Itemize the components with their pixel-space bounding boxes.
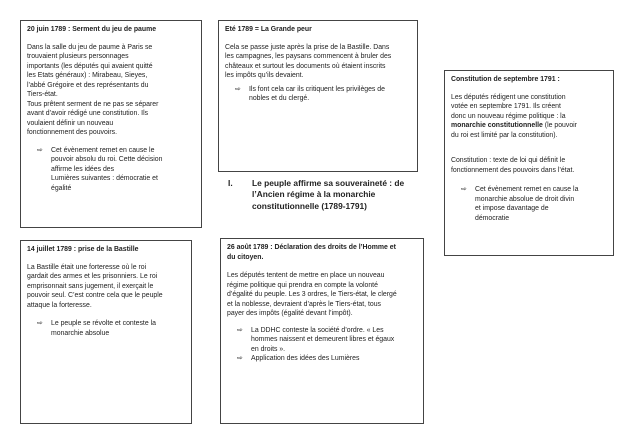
bullet-item — [461, 185, 607, 223]
bullet-line: monarchie absolue de droit divin — [475, 195, 575, 203]
bullet-line: Lumières suivantes : démocratie et — [51, 175, 158, 183]
text-line: régime politique qui prendra en compte la volonté — [227, 281, 378, 289]
text-line: et la noblesse, devraient d’après le Tiers-état, tous — [227, 300, 381, 308]
text-line: importants (les députés qui avaient quitté — [27, 62, 153, 70]
bullet-item — [235, 85, 411, 104]
card-heading — [227, 243, 417, 262]
card-heading: 14 juillet 1789 : prise de la Bastille — [27, 246, 139, 253]
bullet-line: et impose davantage de — [475, 205, 549, 213]
section-title — [228, 178, 436, 212]
text-line: Les députés rédigent une constitution — [451, 93, 566, 101]
text-line: les Etats généraux) : Mirabeau, Sieyes, — [27, 72, 148, 80]
text-line: Les députés tentent de mettre en place un nouveau — [227, 272, 385, 280]
text-line: donc un nouveau régime politique : la — [451, 112, 566, 120]
card-heading: Eté 1789 = La Grande peur — [225, 26, 312, 33]
text-line: l’abbé Grégoire et des représentants du — [27, 81, 149, 89]
card-grande-peur — [218, 20, 418, 172]
bullet-line: affirme les idées des — [51, 165, 115, 173]
bullet-line: démocratie — [475, 214, 510, 222]
bullet-line: en droits ». — [251, 345, 286, 353]
card-heading: Constitution de septembre 1791 : — [451, 76, 560, 83]
text-line: gardait des armes et les prisonniers. Le roi — [27, 273, 158, 281]
text-line: La Bastille était une forteresse où le roi — [27, 263, 147, 271]
text-line: voulaient définir un nouveau — [27, 119, 114, 127]
title-line: l’Ancien régime à la monarchie — [252, 189, 376, 200]
arrow-right-icon: ⇨ — [461, 186, 467, 194]
arrow-right-icon: ⇨ — [37, 320, 43, 328]
bullet-line: Application des idées des Lumières — [251, 355, 360, 363]
arrow-right-icon: ⇨ — [235, 85, 241, 93]
bold-term: monarchie constitutionnelle — [451, 122, 543, 130]
section-numeral: I. — [228, 178, 233, 188]
text-line: attaque la forteresse. — [27, 301, 92, 309]
card-prise-bastille — [20, 240, 192, 424]
text-line: emprisonnait sans jugement, il exerçait le — [27, 282, 154, 290]
card-heading: 20 juin 1789 : Serment du jeu de paume — [27, 26, 157, 33]
bullet-line: La DDHC conteste la société d’ordre. « Les — [251, 326, 384, 334]
heading-line: du citoyen. — [227, 253, 264, 261]
card-ddhc — [220, 238, 424, 424]
heading-line: 26 août 1789 : Déclaration des droits de l’Homme et — [227, 244, 396, 251]
bullet-line: hommes naissent et demeurent libres et égaux — [251, 336, 395, 344]
text-line: les campagnes, les paysans commencent à bruler des — [225, 53, 392, 61]
text-line: Dans la salle du jeu de paume à Paris se — [27, 43, 153, 51]
text-line: fonctionnement des pouvoirs. — [27, 129, 118, 137]
bullet-item — [237, 354, 417, 364]
text-line: Tiers-état. — [27, 91, 58, 99]
text-line: les impôts qu’ils devaient. — [225, 72, 304, 80]
bullet-line: Le peuple se révolte et conteste la — [51, 320, 156, 328]
text-line — [451, 121, 607, 131]
bullet-line: Cet évènement remet en cause le — [51, 146, 155, 154]
bullet-line: Cet évènement remet en cause la — [475, 186, 579, 194]
arrow-right-icon: ⇨ — [237, 326, 243, 334]
text-fragment: (le pouvoir — [542, 122, 577, 130]
text-line: votée en septembre 1791. Ils créent — [451, 103, 561, 111]
bullet-item — [37, 146, 195, 194]
text-line: Cela se passe juste après la prise de la Bastille. Dans — [225, 43, 390, 51]
bullet-line: égalité — [51, 184, 72, 192]
text-line: du roi est limité par la constitution). — [451, 131, 558, 139]
arrow-right-icon: ⇨ — [37, 146, 43, 154]
card-serment-jeu-de-paume — [20, 20, 202, 228]
text-line: châteaux et surtout les documents où étaient inscrits — [225, 62, 386, 70]
title-line: Le peuple affirme sa souveraineté : de — [252, 178, 405, 188]
text-line: pouvoir seul. C’est contre cela que le peuple — [27, 292, 163, 300]
title-line: constitutionnelle (1789-1791) — [252, 200, 367, 211]
bullet-line: monarchie absolue — [51, 329, 110, 337]
bullet-item — [237, 326, 417, 355]
card-constitution-1791 — [444, 70, 614, 256]
bullet-item — [37, 319, 185, 338]
text-line: trouvaient plusieurs personnages — [27, 53, 129, 61]
bullet-line: pouvoir absolu du roi. Cette décision — [51, 156, 163, 164]
text-line: Tous prêtent serment de ne pas se séparer — [27, 100, 159, 108]
bullet-line: Ils font cela car ils critiquent les privilèges de — [249, 85, 385, 93]
text-line: d’égalité du peuple. Les 3 ordres, le Tiers-état, le clergé — [227, 291, 397, 299]
text-line: avant d’avoir rédigé une constitution. Ils — [27, 110, 149, 118]
text-line: payer des impôts (égalité devant l’impôt). — [227, 310, 353, 318]
definition-line: fonctionnement des pouvoirs dans l’état. — [451, 166, 575, 174]
arrow-right-icon: ⇨ — [237, 355, 243, 363]
definition-line: Constitution : texte de loi qui définit le — [451, 157, 566, 165]
bullet-line: nobles et du clergé. — [249, 95, 310, 103]
